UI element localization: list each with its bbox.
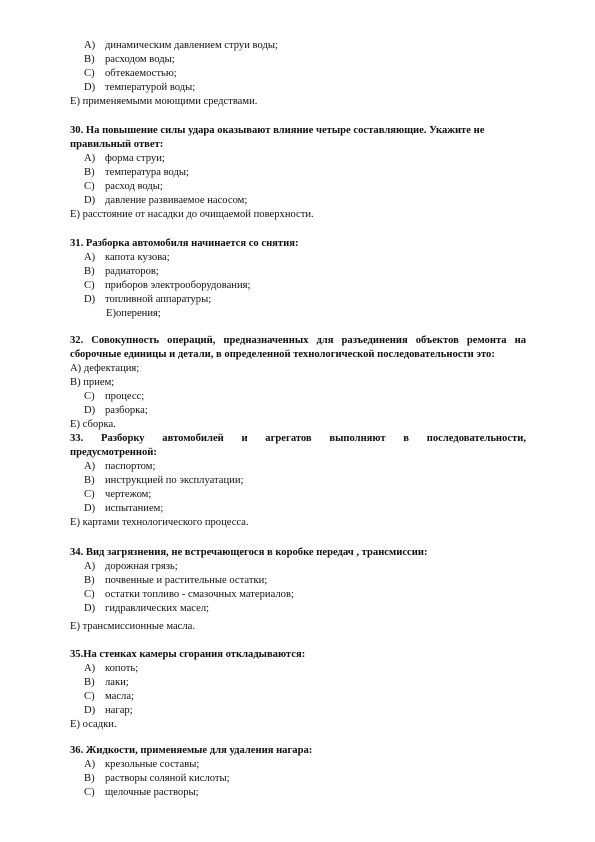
answer-option: C) приборов электрооборудования; <box>84 280 251 291</box>
answer-option: B) растворы соляной кислоты; <box>84 773 230 784</box>
question-title: 31. Разборка автомобиля начинается со снятия: <box>70 238 299 249</box>
answer-option: D) испытанием; <box>84 503 164 514</box>
question-title: 30. На повышение силы удара оказывают влияние четыре составляющие. Укажите не <box>70 125 485 136</box>
answer-option: D) гидравлических масел; <box>84 603 210 614</box>
question-title: 34. Вид загрязнения, не встречающегося в коробке передач , трансмиссии: <box>70 547 428 558</box>
question-title: правильный ответ: <box>70 139 164 150</box>
answer-option: B) прием; <box>70 377 115 388</box>
question-title: 32. Совокупность операций, предназначенных для разъединения объектов ремонта на <box>70 335 526 346</box>
answer-option: C) процесс; <box>84 391 145 402</box>
answer-option: C) масла; <box>84 691 134 702</box>
question-title: 33. Разборку автомобилей и агрегатов выполняют в последовательности, <box>70 433 526 444</box>
answer-option: A) крезольные составы; <box>84 759 200 770</box>
answer-option: A) динамическим давлением струи воды; <box>84 40 278 51</box>
question-title: 35.На стенках камеры сгорания откладываются: <box>70 649 306 660</box>
answer-option: D) нагар; <box>84 705 133 716</box>
answer-option: B) инструкцией по эксплуатации; <box>84 475 244 486</box>
answer-option: D) температурой воды; <box>84 82 196 93</box>
answer-option: B) почвенные и растительные остатки; <box>84 575 268 586</box>
answer-option: E) применяемыми моющими средствами. <box>70 96 258 107</box>
answer-option: E) сборка. <box>70 419 116 430</box>
answer-option: E) осадки. <box>70 719 117 730</box>
answer-option: A) копоть; <box>84 663 139 674</box>
answer-option: B) радиаторов; <box>84 266 159 277</box>
answer-option: A) форма струи; <box>84 153 165 164</box>
answer-option: C) обтекаемостью; <box>84 68 177 79</box>
answer-option: A) паспортом; <box>84 461 156 472</box>
answer-option: C) щелочные растворы; <box>84 787 199 798</box>
answer-option: E)оперения; <box>106 308 161 319</box>
answer-option: E) картами технологического процесса. <box>70 517 249 528</box>
answer-option: D) разборка; <box>84 405 148 416</box>
answer-option: B) температура воды; <box>84 167 189 178</box>
answer-option: C) чертежом; <box>84 489 152 500</box>
answer-option: D) топливной аппаратуры; <box>84 294 212 305</box>
answer-option: E) трансмиссионные масла. <box>70 621 195 632</box>
answer-option: A) капота кузова; <box>84 252 170 263</box>
answer-option: B) расходом воды; <box>84 54 175 65</box>
answer-option: E) расстояние от насадки до очищаемой поверхности. <box>70 209 314 220</box>
answer-option: C) расход воды; <box>84 181 163 192</box>
question-title: сборочные единицы и детали, в определенной технологической последовательности это: <box>70 349 495 360</box>
question-title: 36. Жидкости, применяемые для удаления нагара: <box>70 745 313 756</box>
question-title: предусмотренной: <box>70 447 157 458</box>
answer-option: A) дорожная грязь; <box>84 561 178 572</box>
answer-option: A) дефектация; <box>70 363 140 374</box>
answer-option: C) остатки топливо - смазочных материалов; <box>84 589 294 600</box>
answer-option: B) лаки; <box>84 677 129 688</box>
answer-option: D) давление развиваемое насосом; <box>84 195 248 206</box>
